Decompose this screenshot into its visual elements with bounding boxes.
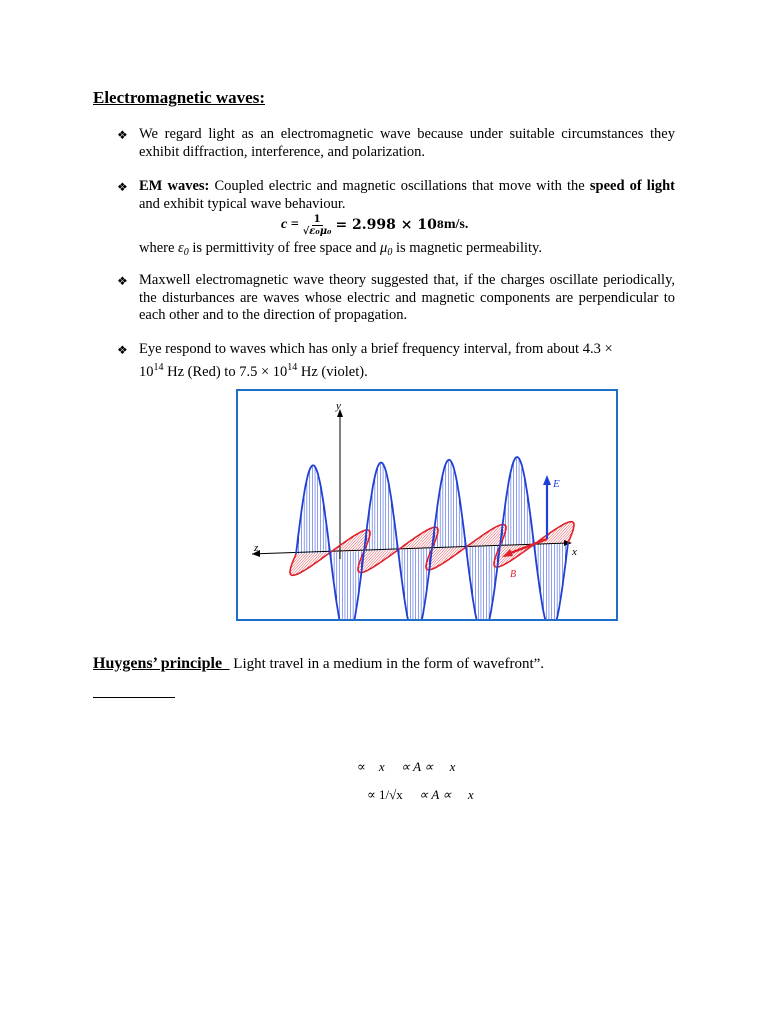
eq-rhs: = 2.998 × 10 [335,217,437,233]
mu-subscript: 0 [387,247,393,258]
rel2-a: ∝ 1/√x [367,787,403,802]
epsilon-symbol: ε [178,240,184,256]
eq-lhs: c = [281,217,299,232]
rel1-x1: x [378,759,385,774]
where-line [139,240,675,262]
paragraph-em-waves [139,178,675,213]
huygens-line [93,655,544,673]
em-waves-speed-of-light: speed of light [589,178,676,194]
eye-exp2: 14 [287,361,298,373]
em-waves-text-c: and exhibit typical wave behaviour. [139,195,346,212]
em-waves-label: EM waves: [139,178,210,194]
eq-unit: m/s. [443,217,469,232]
paragraph-light-em-wave: We regard light as an electromagnetic wave because under suitable circumstances they exhibit diffraction, interference, and polarization. [139,126,675,160]
where-text-b: is permittivity of free space and [188,240,381,256]
eye-exp1: 14 [153,361,164,373]
rel1-b: ∝ A ∝ [400,759,434,774]
e-vector-arrow-icon [543,475,551,485]
em-wave-diagram [238,391,616,619]
rel1-x2: x [449,759,456,774]
where-text-c: is magnetic permeability. [392,240,542,256]
rel2-x: x [467,787,474,802]
em-waves-text-a: Coupled electric and magnetic oscillations that move with the [209,178,590,194]
bullet-icon: ❖ [117,180,128,194]
eq-fraction [303,214,332,237]
page-title: Electromagnetic waves: [93,88,265,107]
bullet-icon: ❖ [117,128,128,142]
eye-text-b3: Hz (violet). [297,363,368,380]
eye-text-b2: Hz (Red) to 7.5 × 10 [163,363,288,380]
divider [93,697,175,698]
relation-line-2 [367,787,474,803]
paragraph-maxwell: Maxwell electromagnetic wave theory suggested that, if the charges oscillate periodically, the disturbances are waves whose electric and magnetic components are perpendicular to each other and to the direction of propagation. [139,272,675,323]
bullet-icon: ❖ [117,274,128,288]
paragraph-eye-frequency [139,341,675,381]
vector-label-b: B [510,569,517,580]
eq-exponent: 8 [436,219,444,231]
huygens-heading: Huygens’ principle [93,655,223,672]
bullet-icon: ❖ [117,343,128,357]
epsilon-subscript: 0 [183,247,189,258]
mu-symbol: μ [380,240,388,256]
axis-label-z: z [254,542,259,554]
axis-label-x: x [572,546,577,558]
axis-label-y: y [336,400,341,412]
vector-label-e: E [553,478,560,490]
em-wave-figure [236,389,618,621]
speed-of-light-equation [281,210,468,240]
eye-text-a: Eye respond to waves which has only a brief frequency interval, from about 4.3 × [139,341,613,357]
eq-numerator: 1 [313,213,321,225]
huygens-text: Light travel in a medium in the form of wavefront”. [229,656,545,672]
relation-line-1 [357,759,455,775]
rel2-b: ∝ A ∝ [419,787,452,802]
eye-text-b1: 10 [139,363,154,380]
rel1-a: ∝ [357,759,366,774]
eq-denominator: √ε₀μ₀ [302,225,332,237]
where-text-a: where [139,240,179,256]
